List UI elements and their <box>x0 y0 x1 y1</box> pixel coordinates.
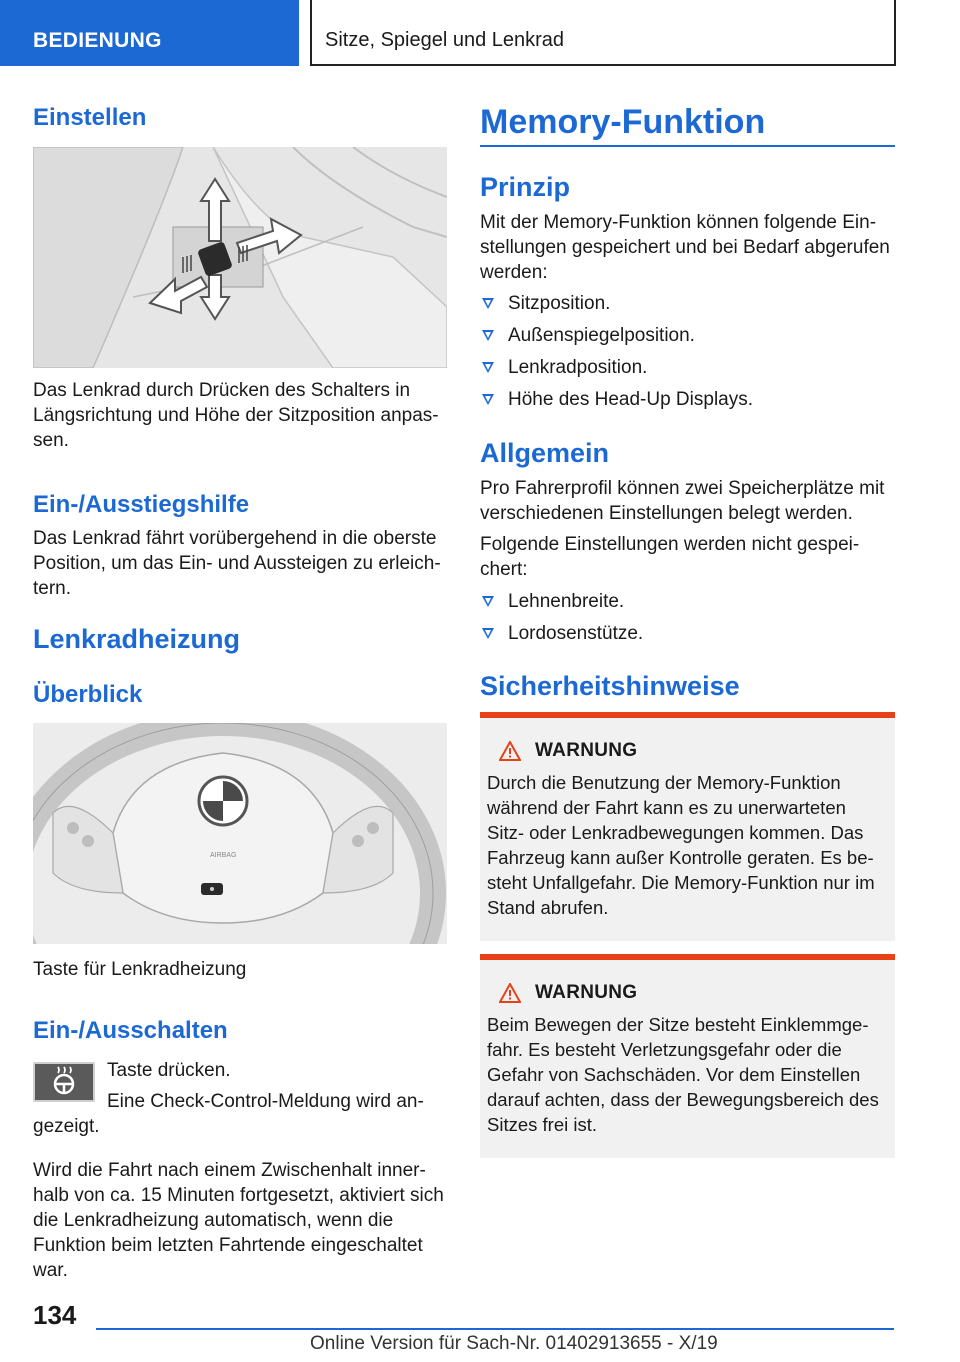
heading-ausschalten: Ein-/Ausschalten <box>33 1017 228 1044</box>
figure-steering-wheel <box>33 723 447 944</box>
warning-box-memory <box>480 712 895 941</box>
steering-adjust-illustration <box>33 147 447 368</box>
heading-einstellen: Einstellen <box>33 104 147 131</box>
online-version-text: Online Version für Sach-Nr. 01402913655 - X/19 <box>310 1333 718 1354</box>
bullet-triangle-icon <box>482 394 494 405</box>
list-item: Außenspiegelposition. <box>480 323 895 348</box>
warning-title <box>499 982 887 1004</box>
heading-allgemein: Allgemein <box>480 438 610 468</box>
schalten-line2: Eine Check-Control-Meldung wird an- <box>107 1091 424 1112</box>
warning-triangle-icon <box>499 741 521 761</box>
auto-activation-text: Wird die Fahrt nach einem Zwischenhalt inner-halb von ca. 15 Minuten fortgesetzt, aktiviert sich die Lenkradheizung automatisch, wenn die Funktion beim letzten Fahrtende eingeschaltet war. <box>33 1160 444 1281</box>
heading-ausstiegshilfe: Ein-/Ausstiegshilfe <box>33 491 250 518</box>
figure-caption: Taste für Lenkradheizung <box>33 959 247 980</box>
breadcrumb: Sitze, Spiegel und Lenkrad <box>312 0 896 66</box>
list-item: Lehnenbreite. <box>480 589 895 614</box>
airbag-label: AIRBAG <box>210 852 237 859</box>
warning-triangle-icon <box>499 983 521 1003</box>
heading-memory-funktion: Memory-Funktion <box>480 103 766 141</box>
heading-lenkradheizung: Lenkradheizung <box>33 624 241 654</box>
warning-label: WARNUNG <box>535 982 638 1003</box>
warning-text: Durch die Benutzung der Memory-Funktion während der Fahrt kann es zu unerwarteten Sitz- oder Lenkradbewegungen kommen. Das Fahrzeug kann außer Kontrolle geraten. Es be-steht Unfallgefahr. Die Memory-Funktion nur im Stand abrufen. <box>487 772 875 918</box>
heading-sicherheitshinweise: Sicherheitshinweise <box>480 671 740 701</box>
list-item: Höhe des Head-Up Displays. <box>480 387 895 412</box>
warning-text: Beim Bewegen der Sitze besteht Einklemmge-fahr. Es besteht Verletzungsgefahr oder die Gefahr von Sachschäden. Vor dem Einstellen darauf achten, dass der Bewegungsbereich des Sitzes frei ist. <box>487 1014 879 1135</box>
allgemein-list <box>480 589 895 653</box>
bullet-triangle-icon <box>482 628 494 639</box>
bullet-triangle-icon <box>482 330 494 341</box>
section-tab: BEDIENUNG <box>0 0 299 66</box>
warning-box-pinch <box>480 954 895 1158</box>
schalten-line1: Taste drücken. <box>107 1060 231 1081</box>
steering-wheel-illustration <box>33 723 447 944</box>
prinzip-list <box>480 291 895 419</box>
list-item: Lenkradposition. <box>480 355 895 380</box>
footer-rule <box>96 1328 894 1330</box>
einstellen-text: Das Lenkrad durch Drücken des Schalters in Längsrichtung und Höhe der Sitzposition anpas-sen. <box>33 380 439 451</box>
bullet-triangle-icon <box>482 362 494 373</box>
heading-ueberblick: Überblick <box>33 681 143 708</box>
ausstieg-text: Das Lenkrad fährt vorübergehend in die oberste Position, um das Ein- und Aussteigen zu erleich-tern. <box>33 528 441 599</box>
heated-steering-icon <box>35 1064 93 1100</box>
allgemein-text-1: Pro Fahrerprofil können zwei Speicherplätze mit verschiedenen Einstellungen belegt werden. <box>480 478 885 524</box>
schalten-line3: gezeigt. <box>33 1116 100 1137</box>
warning-title <box>499 740 887 762</box>
warning-label: WARNUNG <box>535 740 638 761</box>
steering-heating-button-icon <box>33 1062 95 1102</box>
list-item: Sitzposition. <box>480 291 895 316</box>
list-item: Lordosenstütze. <box>480 621 895 646</box>
page-number: 134 <box>33 1300 77 1330</box>
heading-prinzip: Prinzip <box>480 172 571 202</box>
bullet-triangle-icon <box>482 298 494 309</box>
allgemein-text-2: Folgende Einstellungen werden nicht gespei-chert: <box>480 534 860 580</box>
prinzip-text: Mit der Memory-Funktion können folgende Ein-stellungen gespeichert und bei Bedarf abgerufen werden: <box>480 212 890 283</box>
memory-heading-rule <box>480 145 895 147</box>
page-header <box>0 0 960 66</box>
figure-steering-adjust-switch <box>33 147 447 368</box>
bullet-triangle-icon <box>482 596 494 607</box>
